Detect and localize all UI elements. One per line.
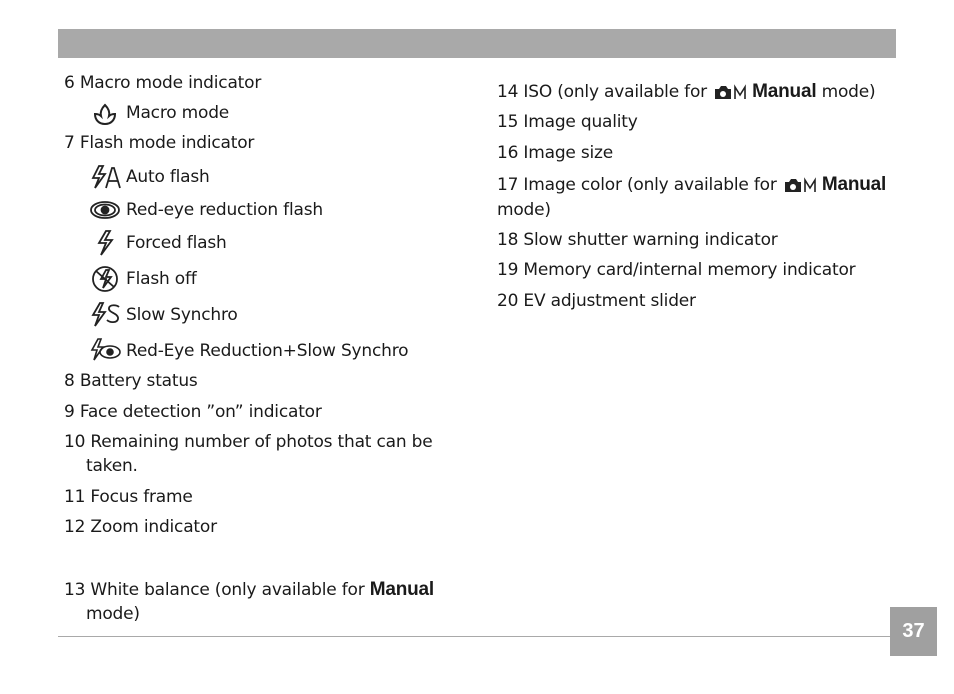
- forced-flash-row: [88, 228, 227, 258]
- flash-off-label: Flash off: [126, 269, 197, 289]
- item-13-text: 13 White balance (only available for: [64, 580, 370, 600]
- page-number: 37: [890, 607, 937, 656]
- forced-flash-icon: [88, 228, 122, 258]
- footer-rule: [58, 636, 890, 637]
- slow-synchro-row: [88, 300, 238, 330]
- item-15: 15 Image quality: [497, 112, 638, 132]
- item-17-text: 17 Image color (only available for: [497, 175, 782, 195]
- item-6: 6 Macro mode indicator: [64, 73, 262, 93]
- item-7: 7 Flash mode indicator: [64, 133, 255, 153]
- manual-mode-label: Manual: [821, 174, 887, 195]
- item-10-line2: taken.: [86, 456, 138, 476]
- flash-off-row: [88, 264, 197, 294]
- forced-flash-label: Forced flash: [126, 233, 227, 253]
- slow-synchro-icon: [88, 300, 122, 330]
- item-13-line1: [64, 579, 434, 601]
- flash-off-icon: [88, 264, 122, 294]
- item-9: 9 Face detection ”on” indicator: [64, 402, 322, 422]
- item-16: 16 Image size: [497, 143, 614, 163]
- item-19: 19 Memory card/internal memory indicator: [497, 260, 856, 280]
- item-17-line1: [497, 174, 886, 196]
- item-13-line2: mode): [86, 604, 140, 624]
- header-bar: [58, 29, 896, 58]
- camera-manual-icon: [714, 84, 750, 100]
- item-11: 11 Focus frame: [64, 487, 193, 507]
- macro-mode-row: [88, 98, 229, 128]
- macro-flower-icon: [88, 98, 122, 128]
- slow-synchro-label: Slow Synchro: [126, 305, 238, 325]
- item-14-text: 14 ISO (only available for: [497, 82, 713, 102]
- camera-manual-icon: [784, 177, 820, 193]
- item-14-mode: mode): [816, 82, 876, 102]
- item-17-line2: mode): [497, 200, 551, 220]
- item-20: 20 EV adjustment slider: [497, 291, 696, 311]
- red-eye-row: [88, 195, 323, 225]
- item-14: [497, 81, 875, 103]
- auto-flash-row: [88, 162, 210, 192]
- macro-mode-label: Macro mode: [126, 103, 230, 123]
- red-eye-label: Red-eye reduction flash: [126, 200, 323, 220]
- red-eye-slow-synchro-icon: [88, 336, 122, 366]
- auto-flash-icon: [88, 162, 122, 192]
- item-12: 12 Zoom indicator: [64, 517, 217, 537]
- item-8: 8 Battery status: [64, 371, 198, 391]
- red-eye-slow-row: [88, 336, 408, 366]
- manual-mode-label: Manual: [369, 579, 434, 600]
- red-eye-slow-label: Red-Eye Reduction+Slow Synchro: [126, 341, 409, 361]
- item-18: 18 Slow shutter warning indicator: [497, 230, 778, 250]
- auto-flash-label: Auto flash: [126, 167, 210, 187]
- item-10-line1: 10 Remaining number of photos that can be: [64, 432, 433, 452]
- red-eye-icon: [88, 195, 122, 225]
- manual-mode-label: Manual: [752, 81, 817, 102]
